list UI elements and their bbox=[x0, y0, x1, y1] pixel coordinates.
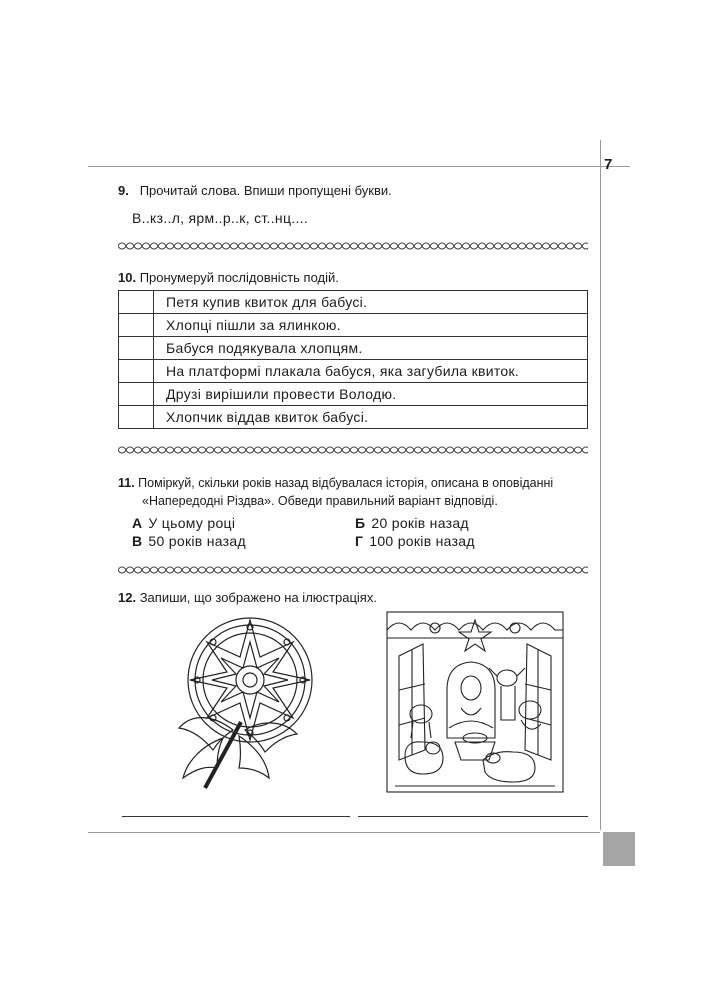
number-cell[interactable] bbox=[119, 383, 154, 406]
number-cell[interactable] bbox=[119, 337, 154, 360]
q12-instruction bbox=[118, 590, 377, 605]
table-row bbox=[119, 337, 588, 360]
number-cell[interactable] bbox=[119, 291, 154, 314]
event-text: Петя купив квиток для бабусі. bbox=[154, 291, 588, 314]
option-v[interactable] bbox=[132, 533, 246, 549]
option-b[interactable] bbox=[355, 515, 469, 531]
q10-number: 10. bbox=[118, 270, 137, 285]
margin-rule bbox=[600, 140, 601, 830]
table-row bbox=[119, 291, 588, 314]
option-letter: Г bbox=[355, 533, 364, 549]
header-rule bbox=[88, 166, 630, 167]
option-text: 50 років назад bbox=[148, 533, 246, 549]
table-row bbox=[119, 360, 588, 383]
christmas-star-illustration bbox=[165, 612, 325, 792]
answer-line-1[interactable] bbox=[122, 816, 350, 817]
q11-number: 11. bbox=[118, 476, 135, 490]
q12-number: 12. bbox=[118, 590, 137, 605]
event-text: Друзі вирішили провести Володю. bbox=[154, 383, 588, 406]
page-tab bbox=[603, 832, 635, 866]
table-row bbox=[119, 406, 588, 429]
q11-line2: «Напередодні Різдва». Обведи правильний варіант відповіді. bbox=[142, 494, 498, 508]
table-row bbox=[119, 314, 588, 337]
page-number: 7 bbox=[604, 156, 613, 173]
footer-rule bbox=[88, 832, 600, 833]
option-a[interactable] bbox=[132, 515, 235, 531]
q11-instruction bbox=[118, 476, 553, 490]
number-cell[interactable] bbox=[119, 406, 154, 429]
option-g[interactable] bbox=[355, 533, 475, 549]
q9-number: 9. bbox=[118, 183, 129, 198]
option-letter: Б bbox=[355, 515, 366, 531]
number-cell[interactable] bbox=[119, 360, 154, 383]
wave-divider bbox=[118, 446, 588, 454]
nativity-scene-illustration bbox=[385, 610, 565, 795]
events-table bbox=[118, 290, 588, 429]
q9-instruction-text: Прочитай слова. Впиши пропущені букви. bbox=[139, 183, 392, 198]
option-letter: В bbox=[132, 533, 143, 549]
event-text: На платформі плакала бабуся, яка загубила квиток. bbox=[154, 360, 588, 383]
q11-line1: Поміркуй, скільки років назад відбувалася історія, описана в оповіданні bbox=[138, 476, 554, 490]
option-text: У цьому році bbox=[148, 515, 236, 531]
event-text: Бабуся подякувала хлопцям. bbox=[154, 337, 588, 360]
answer-line-2[interactable] bbox=[358, 816, 588, 817]
option-text: 100 років назад bbox=[369, 533, 475, 549]
wave-divider bbox=[118, 566, 588, 574]
number-cell[interactable] bbox=[119, 314, 154, 337]
q12-instruction-text: Запиши, що зображено на ілюстраціях. bbox=[139, 590, 377, 605]
q9-instruction bbox=[118, 183, 392, 198]
q10-instruction-text: Пронумеруй послідовність подій. bbox=[139, 270, 339, 285]
event-text: Хлопчик віддав квиток бабусі. bbox=[154, 406, 588, 429]
option-letter: А bbox=[132, 515, 143, 531]
table-row bbox=[119, 383, 588, 406]
wave-divider bbox=[118, 242, 588, 250]
option-text: 20 років назад bbox=[371, 515, 469, 531]
event-text: Хлопці пішли за ялинкою. bbox=[154, 314, 588, 337]
q10-instruction bbox=[118, 270, 339, 285]
q9-words: В..кз..л, ярм..р..к, ст..нц.... bbox=[132, 210, 309, 226]
